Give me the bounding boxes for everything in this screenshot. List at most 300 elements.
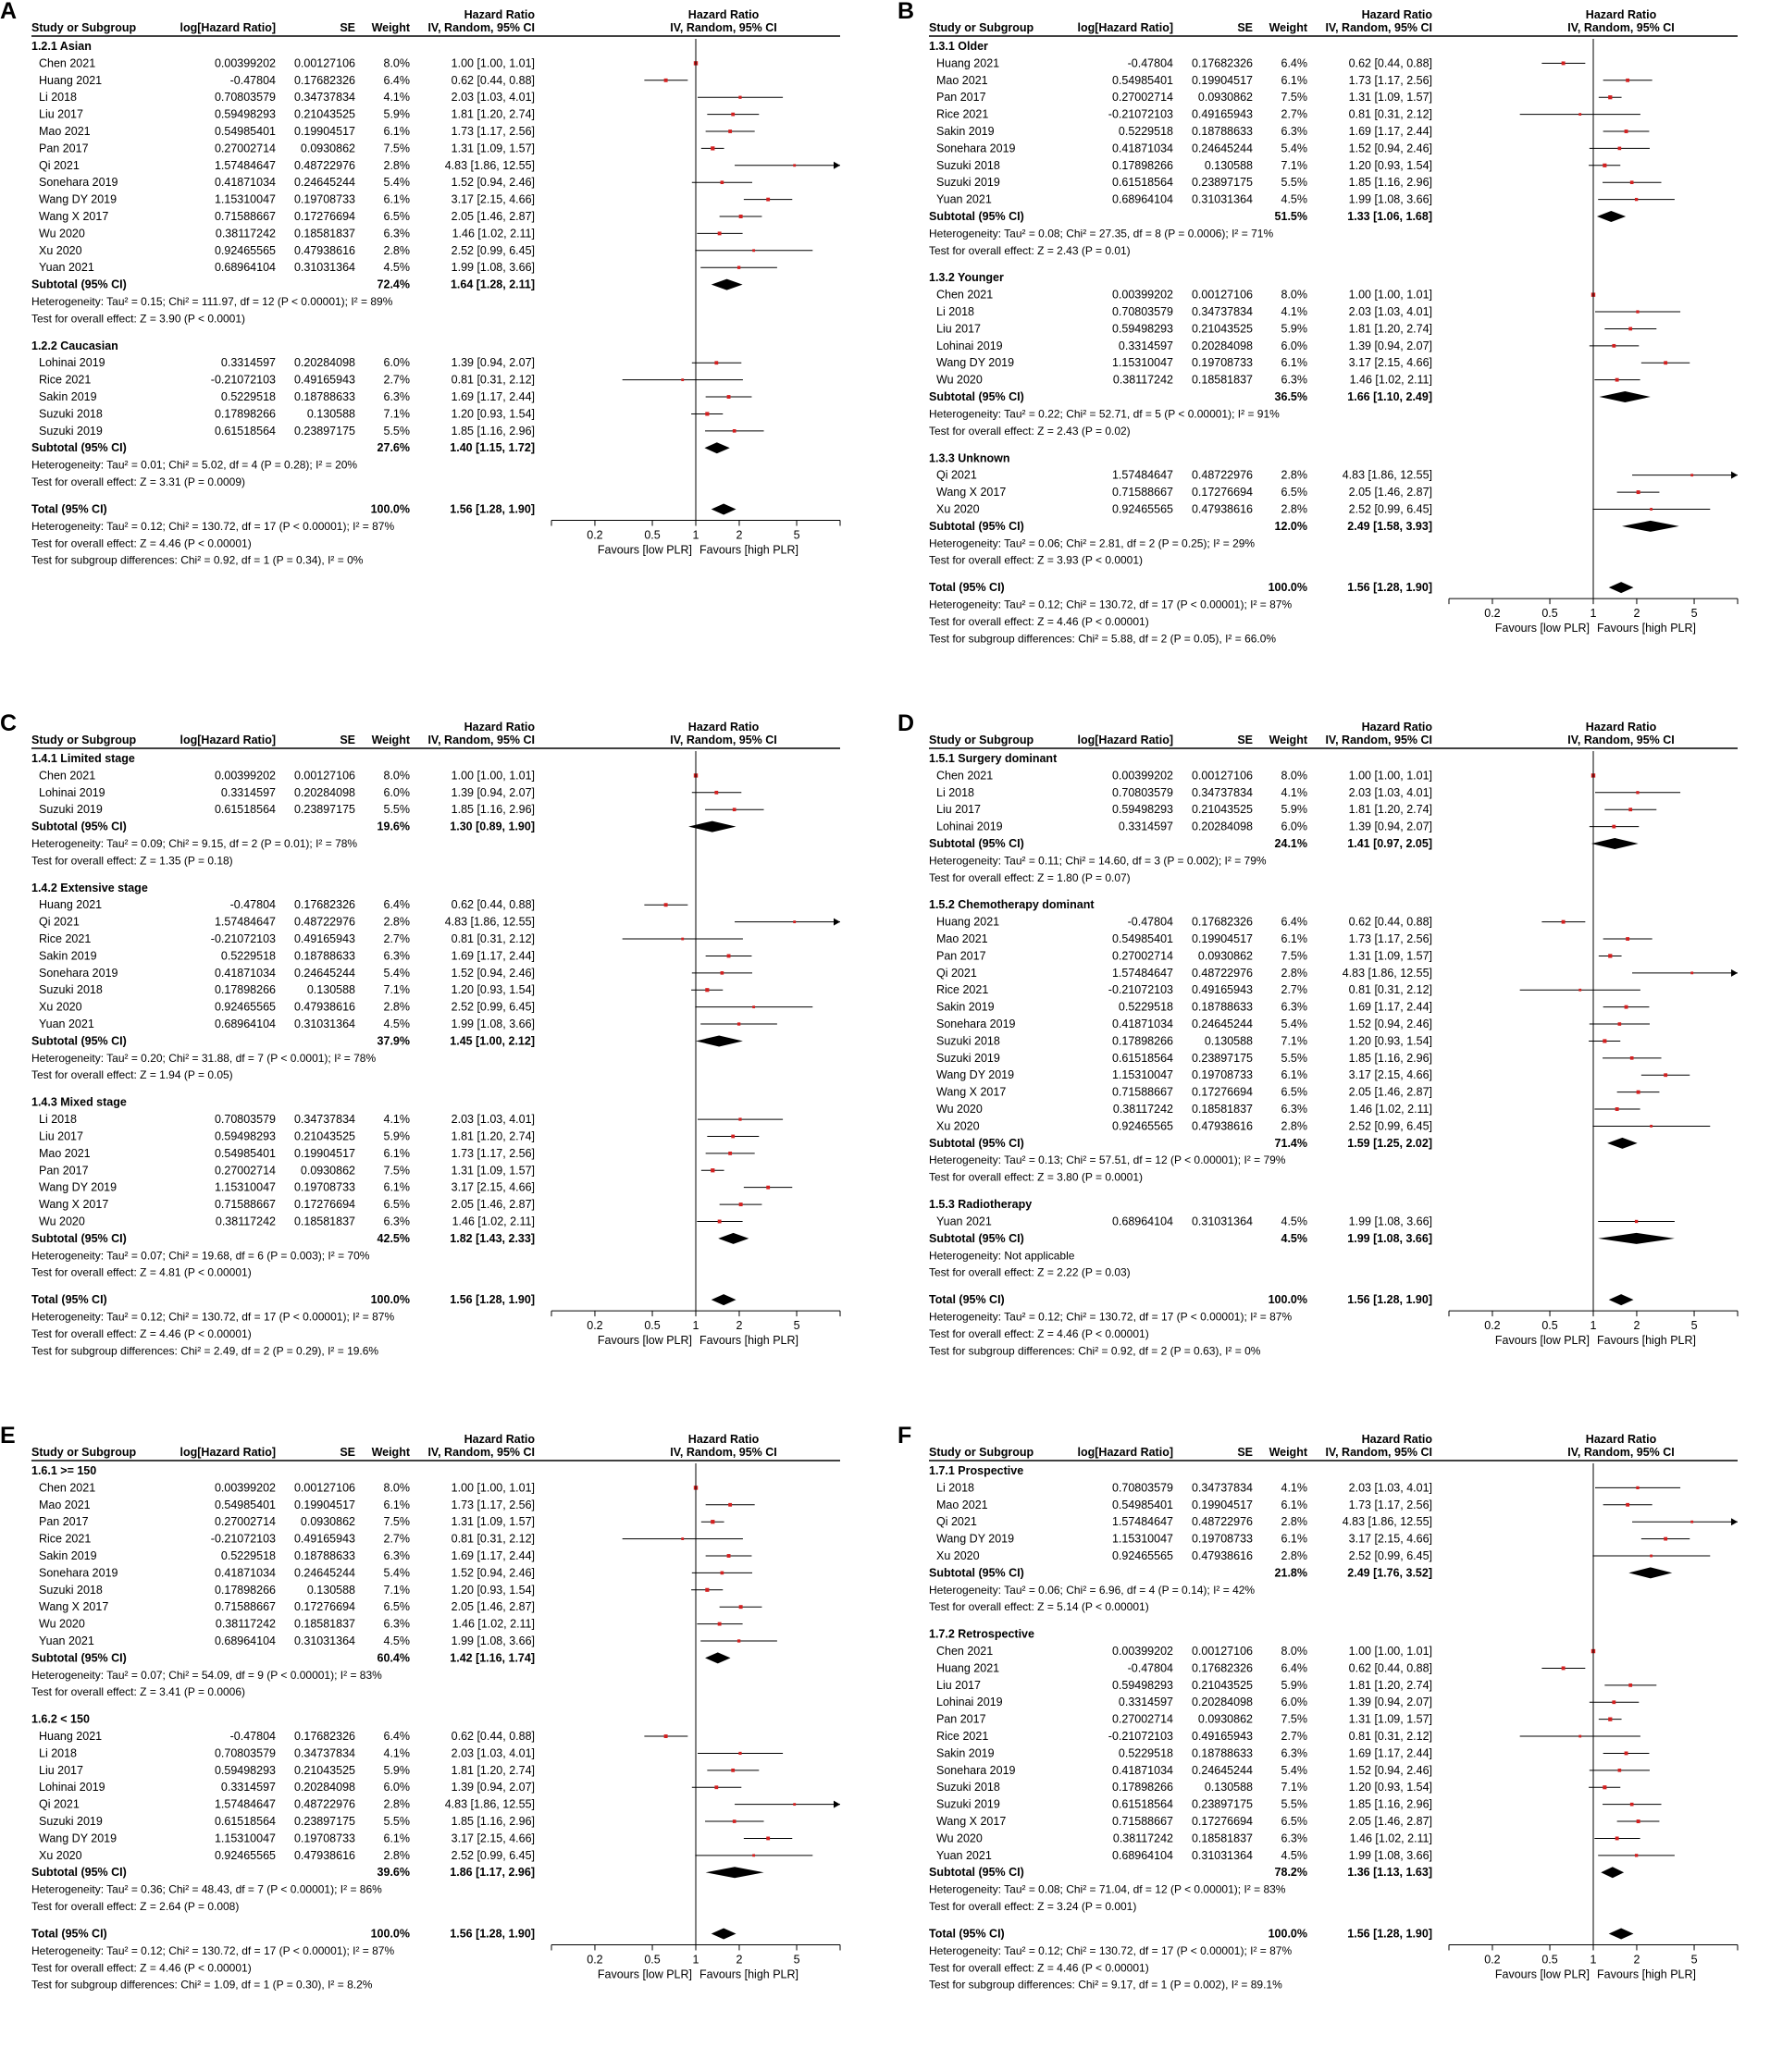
loghr-value: -0.21072103 (210, 373, 276, 387)
se-value: 0.20284098 (293, 1781, 355, 1794)
point-estimate (733, 1819, 736, 1823)
hr-ci-value: 1.00 [1.00, 1.01] (1348, 1645, 1432, 1659)
hr-ci-value: 1.46 [1.02, 2.11] (452, 1215, 535, 1228)
hr-ci-value: 1.00 [1.00, 1.01] (1348, 769, 1432, 783)
column-header-se: SE (1237, 1446, 1253, 1459)
total-heterogeneity: Heterogeneity: Tau² = 0.12; Chi² = 130.72, df = 17 (P < 0.00001); I² = 87% (31, 519, 395, 533)
subgroup-title: 1.5.2 Chemotherapy dominant (929, 898, 1095, 912)
study-name: Sakin 2019 (39, 1549, 97, 1562)
column-header-ci: IV, Random, 95% CI (1325, 1446, 1432, 1459)
column-header-ci: IV, Random, 95% CI (427, 734, 535, 746)
weight-value: 6.3% (383, 949, 410, 963)
loghr-value: 0.00399202 (1111, 1645, 1173, 1659)
study-name: Liu 2017 (936, 322, 981, 336)
subtotal-ci: 1.41 [0.97, 2.05] (1347, 837, 1432, 850)
total-weight: 100.0% (1268, 581, 1307, 595)
forest-plot (897, 1424, 1767, 2035)
weight-value: 5.5% (1281, 1051, 1307, 1065)
weight-value: 2.8% (383, 1000, 410, 1014)
heterogeneity-note: Test for overall effect: Z = 1.80 (P = 0.07) (929, 870, 1131, 884)
weight-value: 5.4% (383, 176, 410, 190)
weight-value: 2.8% (1281, 502, 1307, 516)
hr-ci-value: 1.52 [0.94, 2.46] (1348, 1018, 1432, 1031)
weight-value: 2.8% (1281, 966, 1307, 980)
se-value: 0.49165943 (1191, 1730, 1253, 1744)
weight-value: 2.8% (1281, 1515, 1307, 1529)
column-header-hr: Hazard Ratio (464, 721, 535, 734)
panel-label: E (0, 1423, 16, 1449)
study-name: Sonehara 2019 (39, 966, 118, 980)
column-header-study: Study or Subgroup (31, 1446, 137, 1459)
study-name: Suzuki 2019 (936, 1797, 1000, 1811)
se-value: 0.19708733 (1191, 356, 1253, 370)
hr-ci-value: 2.05 [1.46, 2.87] (1348, 1085, 1432, 1099)
subtotal-label: Subtotal (95% CI) (31, 1866, 127, 1880)
hr-ci-value: 1.00 [1.00, 1.01] (451, 56, 535, 70)
study-name: Rice 2021 (936, 983, 989, 997)
loghr-value: 0.70803579 (1111, 305, 1173, 319)
se-value: 0.24645244 (1191, 1763, 1253, 1777)
total-label: Total (95% CI) (31, 1293, 107, 1307)
panel-label: C (0, 710, 18, 736)
se-value: 0.0930862 (1197, 91, 1253, 105)
x-tick-label: 2 (736, 528, 743, 542)
subtotal-weight: 24.1% (1274, 837, 1307, 850)
point-estimate (1618, 1769, 1622, 1772)
hr-ci-value: 1.81 [1.20, 2.74] (451, 1129, 535, 1143)
point-estimate (752, 249, 755, 252)
point-estimate (766, 1837, 770, 1841)
se-value: 0.49165943 (293, 1532, 355, 1546)
se-value: 0.0930862 (300, 142, 355, 155)
subtotal-ci: 1.45 [1.00, 2.12] (450, 1034, 535, 1048)
weight-value: 6.5% (1281, 1085, 1307, 1099)
weight-value: 6.3% (1281, 1103, 1307, 1116)
point-estimate (727, 395, 731, 399)
subtotal-weight: 39.6% (377, 1866, 410, 1880)
hr-ci-value: 1.52 [0.94, 2.46] (451, 1566, 535, 1580)
x-tick-label: 5 (793, 1319, 800, 1333)
se-value: 0.34737834 (293, 1746, 355, 1760)
hr-ci-value: 1.69 [1.17, 2.44] (451, 1549, 535, 1562)
study-name: Wu 2020 (39, 1215, 85, 1228)
se-value: 0.130588 (1204, 1034, 1253, 1048)
loghr-value: -0.47804 (229, 1730, 276, 1744)
se-value: 0.48722976 (1191, 966, 1253, 980)
se-value: 0.31031364 (1191, 1215, 1253, 1228)
study-name: Huang 2021 (39, 898, 103, 912)
point-estimate (721, 180, 724, 184)
loghr-value: 0.61518564 (1111, 176, 1173, 190)
hr-ci-value: 1.46 [1.02, 2.11] (1349, 373, 1432, 387)
loghr-value: 0.5229518 (220, 949, 276, 963)
weight-value: 7.1% (1281, 1034, 1307, 1048)
total-heterogeneity: Heterogeneity: Tau² = 0.12; Chi² = 130.72, df = 17 (P < 0.00001); I² = 87% (929, 598, 1293, 611)
study-name: Pan 2017 (936, 949, 986, 963)
weight-value: 6.1% (1281, 1068, 1307, 1082)
study-name: Chen 2021 (936, 769, 994, 783)
study-name: Wang DY 2019 (39, 1180, 118, 1194)
weight-value: 6.1% (383, 1832, 410, 1845)
point-estimate (793, 920, 796, 923)
study-name: Rice 2021 (936, 1730, 989, 1744)
se-value: 0.23897175 (293, 803, 355, 817)
se-value: 0.17276694 (1191, 1085, 1253, 1099)
point-estimate (1603, 164, 1606, 167)
weight-value: 6.5% (383, 210, 410, 223)
point-estimate (718, 1622, 722, 1626)
hr-ci-value: 4.83 [1.86, 12.55] (1342, 468, 1432, 482)
weight-value: 6.3% (383, 227, 410, 240)
point-estimate (731, 1135, 735, 1139)
point-estimate (1630, 180, 1634, 184)
subtotal-ci: 1.42 [1.16, 1.74] (450, 1651, 535, 1665)
hr-ci-value: 4.83 [1.86, 12.55] (444, 1797, 535, 1811)
total-heterogeneity: Heterogeneity: Tau² = 0.12; Chi² = 130.72, df = 17 (P < 0.00001); I² = 87% (31, 1310, 395, 1324)
study-name: Liu 2017 (39, 107, 83, 121)
study-name: Suzuki 2018 (39, 407, 103, 421)
se-value: 0.19904517 (293, 125, 355, 138)
subtotal-diamond (718, 1233, 749, 1244)
point-estimate (1625, 130, 1628, 133)
study-name: Yuan 2021 (39, 1634, 94, 1647)
study-name: Mao 2021 (39, 125, 91, 138)
hr-ci-value: 1.73 [1.17, 2.56] (451, 1498, 535, 1511)
favours-right-label: Favours [high PLR] (1597, 1967, 1696, 1981)
point-estimate (733, 429, 736, 433)
hr-ci-value: 1.31 [1.09, 1.57] (1348, 949, 1432, 963)
weight-value: 4.5% (383, 1018, 410, 1031)
column-header-se: SE (1237, 21, 1253, 34)
se-value: 0.18581837 (1191, 1103, 1253, 1116)
weight-value: 5.4% (1281, 1763, 1307, 1777)
heterogeneity-note: Test for overall effect: Z = 4.81 (P < 0.00001) (31, 1265, 252, 1279)
se-value: 0.23897175 (293, 1815, 355, 1829)
point-estimate (733, 808, 736, 811)
heterogeneity-note: Test for overall effect: Z = 2.43 (P = 0.02) (929, 424, 1131, 438)
hr-ci-value: 1.31 [1.09, 1.57] (451, 1515, 535, 1529)
weight-value: 2.8% (1281, 1119, 1307, 1133)
point-estimate (1650, 1555, 1652, 1558)
hr-ci-value: 1.31 [1.09, 1.57] (451, 142, 535, 155)
point-estimate (1615, 1107, 1619, 1111)
hr-ci-value: 1.81 [1.20, 2.74] (451, 107, 535, 121)
study-name: Pan 2017 (39, 1164, 89, 1178)
hr-ci-value: 4.83 [1.86, 12.55] (1342, 966, 1432, 980)
se-value: 0.31031364 (1191, 1848, 1253, 1862)
weight-value: 6.5% (1281, 1815, 1307, 1829)
subtotal-label: Subtotal (95% CI) (929, 210, 1024, 223)
column-header-hr: Hazard Ratio (1361, 8, 1432, 21)
point-estimate (1690, 474, 1693, 476)
loghr-value: 0.3314597 (220, 785, 276, 799)
favours-left-label: Favours [low PLR] (1494, 622, 1590, 635)
point-estimate (1625, 1751, 1628, 1755)
se-value: 0.18788633 (293, 949, 355, 963)
weight-value: 5.5% (383, 424, 410, 438)
se-value: 0.21043525 (1191, 1678, 1253, 1692)
hr-ci-value: 2.52 [0.99, 6.45] (451, 1848, 535, 1862)
weight-value: 8.0% (1281, 1645, 1307, 1659)
heterogeneity-note: Heterogeneity: Tau² = 0.09; Chi² = 9.15, df = 2 (P = 0.01); I² = 78% (31, 837, 358, 850)
weight-value: 6.1% (383, 1146, 410, 1160)
weight-value: 6.3% (383, 390, 410, 404)
se-value: 0.130588 (1204, 1781, 1253, 1794)
study-name: Chen 2021 (936, 1645, 994, 1659)
total-overall-effect: Test for overall effect: Z = 4.46 (P < 0.00001) (929, 614, 1149, 628)
loghr-value: 0.27002714 (1111, 1712, 1173, 1726)
study-name: Xu 2020 (39, 1000, 82, 1014)
study-name: Wang DY 2019 (936, 356, 1015, 370)
point-estimate (721, 1572, 724, 1575)
se-value: 0.19708733 (293, 1832, 355, 1845)
hr-ci-value: 3.17 [2.15, 4.66] (451, 1180, 535, 1194)
point-estimate (1618, 147, 1622, 151)
weight-value: 7.1% (383, 983, 410, 997)
loghr-value: 0.70803579 (1111, 785, 1173, 799)
point-estimate (681, 1537, 684, 1540)
weight-value: 5.4% (383, 1566, 410, 1580)
x-tick-label: 0.2 (1484, 607, 1501, 621)
total-overall-effect: Test for overall effect: Z = 4.46 (P < 0.00001) (929, 1961, 1149, 1975)
weight-value: 4.5% (383, 261, 410, 275)
column-header-plot: Hazard Ratio (687, 721, 760, 734)
point-estimate (1612, 825, 1615, 829)
point-estimate (738, 96, 741, 99)
weight-value: 6.1% (1281, 932, 1307, 946)
loghr-value: 0.59498293 (214, 107, 276, 121)
point-estimate (1636, 791, 1639, 794)
loghr-value: 0.38117242 (215, 1215, 276, 1228)
study-name: Xu 2020 (936, 1549, 980, 1562)
point-estimate (705, 988, 709, 992)
study-name: Suzuki 2019 (936, 1051, 1000, 1065)
study-name: Wang DY 2019 (936, 1068, 1015, 1082)
study-name: Yuan 2021 (936, 1215, 992, 1228)
x-tick-label: 2 (1633, 607, 1640, 621)
subtotal-ci: 1.64 [1.28, 2.11] (450, 278, 535, 291)
se-value: 0.34737834 (1191, 305, 1253, 319)
loghr-value: 0.17898266 (1111, 158, 1173, 172)
forest-plot (897, 0, 1767, 703)
loghr-value: -0.47804 (1127, 915, 1173, 929)
study-name: Sonehara 2019 (39, 176, 118, 190)
subtotal-label: Subtotal (95% CI) (929, 1866, 1024, 1880)
point-estimate (752, 1005, 755, 1008)
weight-value: 2.8% (1281, 1549, 1307, 1562)
se-value: 0.34737834 (293, 1113, 355, 1127)
heterogeneity-note: Test for overall effect: Z = 3.31 (P = 0.0009) (31, 475, 246, 489)
total-label: Total (95% CI) (929, 1927, 1005, 1941)
loghr-value: 1.57484647 (214, 915, 276, 929)
hr-ci-value: 1.81 [1.20, 2.74] (451, 1763, 535, 1777)
total-diamond (1609, 582, 1634, 593)
se-value: 0.17682326 (1191, 1661, 1253, 1675)
weight-value: 8.0% (1281, 288, 1307, 302)
point-estimate (714, 791, 718, 795)
weight-value: 6.0% (383, 356, 410, 370)
hr-ci-value: 1.39 [0.94, 2.07] (451, 356, 535, 370)
study-name: Qi 2021 (39, 915, 80, 929)
se-value: 0.23897175 (1191, 1797, 1253, 1811)
subtotal-ci: 2.49 [1.76, 3.52] (1347, 1566, 1432, 1580)
point-estimate (728, 1503, 732, 1507)
weight-value: 6.1% (1281, 1532, 1307, 1546)
hr-ci-value: 1.00 [1.00, 1.01] (451, 769, 535, 783)
loghr-value: 0.70803579 (214, 91, 276, 105)
study-name: Sakin 2019 (936, 1746, 995, 1760)
weight-value: 2.7% (383, 373, 410, 387)
se-value: 0.19708733 (293, 1180, 355, 1194)
hr-ci-value: 1.85 [1.16, 2.96] (451, 803, 535, 817)
subtotal-diamond (1599, 391, 1650, 402)
se-value: 0.48722976 (293, 1797, 355, 1811)
panel-label: B (897, 0, 915, 24)
subtotal-weight: 36.5% (1274, 390, 1307, 404)
study-name: Suzuki 2018 (936, 1034, 1000, 1048)
subtotal-weight: 4.5% (1281, 1231, 1307, 1245)
study-name: Wang X 2017 (936, 1085, 1007, 1099)
study-name: Huang 2021 (936, 1661, 1000, 1675)
loghr-value: 0.17898266 (1111, 1034, 1173, 1048)
hr-ci-value: 1.52 [0.94, 2.46] (451, 176, 535, 190)
subtotal-label: Subtotal (95% CI) (929, 519, 1024, 533)
point-estimate (752, 1854, 755, 1856)
total-diamond (712, 1928, 736, 1939)
hr-ci-value: 2.03 [1.03, 4.01] (1348, 785, 1432, 799)
point-estimate (718, 231, 722, 235)
heterogeneity-note: Test for overall effect: Z = 3.80 (P = 0.0001) (929, 1170, 1144, 1184)
se-value: 0.19708733 (1191, 1532, 1253, 1546)
column-header-plot-ci: IV, Random, 95% CI (1567, 1446, 1675, 1459)
se-value: 0.00127106 (1191, 288, 1253, 302)
weight-value: 7.5% (1281, 1712, 1307, 1726)
point-estimate (766, 1186, 770, 1190)
hr-ci-value: 1.46 [1.02, 2.11] (1349, 1103, 1432, 1116)
subtotal-diamond (1591, 838, 1639, 849)
se-value: 0.18581837 (293, 227, 355, 240)
weight-value: 6.0% (383, 785, 410, 799)
column-header-plot-ci: IV, Random, 95% CI (670, 21, 777, 34)
column-header-plot: Hazard Ratio (1585, 8, 1657, 21)
column-header-loghr: log[Hazard Ratio] (1077, 734, 1173, 746)
column-header-se: SE (340, 1446, 355, 1459)
x-tick-label: 0.5 (644, 1319, 661, 1333)
hr-ci-value: 1.73 [1.17, 2.56] (451, 1146, 535, 1160)
study-name: Li 2018 (39, 1113, 78, 1127)
hr-ci-value: 1.99 [1.08, 3.66] (1348, 1215, 1432, 1228)
forest-plot-panel-d (897, 712, 1767, 1360)
total-overall-effect: Test for overall effect: Z = 4.46 (P < 0.00001) (31, 536, 252, 550)
loghr-value: 0.38117242 (1112, 1103, 1173, 1116)
study-name: Qi 2021 (936, 468, 977, 482)
weight-value: 4.1% (383, 91, 410, 105)
favours-right-label: Favours [high PLR] (1597, 1334, 1696, 1348)
se-value: 0.34737834 (1191, 785, 1253, 799)
x-tick-label: 0.2 (1484, 1319, 1501, 1333)
hr-ci-value: 3.17 [2.15, 4.66] (451, 1832, 535, 1845)
point-estimate (681, 378, 684, 381)
weight-value: 8.0% (1281, 769, 1307, 783)
loghr-value: 0.59498293 (214, 1763, 276, 1777)
loghr-value: 0.68964104 (1111, 192, 1173, 206)
se-value: 0.18581837 (1191, 373, 1253, 387)
study-name: Mao 2021 (39, 1498, 91, 1511)
x-tick-label: 0.5 (1541, 1953, 1558, 1967)
heterogeneity-note: Heterogeneity: Tau² = 0.20; Chi² = 31.88, df = 7 (P < 0.0001); I² = 78% (31, 1051, 377, 1065)
loghr-value: 0.00399202 (214, 769, 276, 783)
hr-ci-value: 1.73 [1.17, 2.56] (1348, 73, 1432, 87)
weight-value: 5.5% (1281, 1797, 1307, 1811)
weight-value: 6.1% (383, 125, 410, 138)
hr-ci-value: 1.85 [1.16, 2.96] (451, 424, 535, 438)
subgroup-title: 1.4.3 Mixed stage (31, 1095, 127, 1109)
hr-ci-value: 1.20 [0.93, 1.54] (451, 1583, 535, 1597)
loghr-value: -0.21072103 (210, 1532, 276, 1546)
loghr-value: 0.27002714 (1111, 91, 1173, 105)
column-header-se: SE (340, 734, 355, 746)
weight-value: 6.0% (1281, 1696, 1307, 1709)
subgroup-title: 1.7.2 Retrospective (929, 1627, 1034, 1641)
hr-ci-value: 1.39 [0.94, 2.07] (1348, 820, 1432, 833)
study-name: Mao 2021 (936, 932, 988, 946)
weight-value: 5.4% (383, 966, 410, 980)
study-name: Wu 2020 (936, 1103, 983, 1116)
se-value: 0.24645244 (293, 1566, 355, 1580)
x-tick-label: 0.5 (644, 528, 661, 542)
study-name: Chen 2021 (936, 288, 994, 302)
subtotal-diamond (696, 1035, 743, 1046)
subtotal-ci: 1.40 [1.15, 1.72] (450, 441, 535, 455)
weight-value: 6.5% (383, 1198, 410, 1212)
x-tick-label: 0.5 (1541, 1319, 1558, 1333)
se-value: 0.48722976 (1191, 1515, 1253, 1529)
study-name: Li 2018 (936, 785, 975, 799)
hr-ci-value: 3.17 [2.15, 4.66] (1348, 356, 1432, 370)
hr-ci-value: 1.99 [1.08, 3.66] (1348, 1848, 1432, 1862)
point-estimate (1636, 310, 1639, 313)
loghr-value: 0.54985401 (1111, 73, 1173, 87)
subtotal-diamond (1622, 521, 1679, 532)
heterogeneity-note: Test for overall effect: Z = 1.35 (P = 0.18) (31, 854, 233, 868)
loghr-value: 0.92465565 (1111, 1549, 1173, 1562)
weight-value: 5.4% (1281, 142, 1307, 155)
column-header-ci: IV, Random, 95% CI (1325, 21, 1432, 34)
favours-left-label: Favours [low PLR] (597, 543, 692, 557)
point-estimate (1562, 1666, 1566, 1670)
point-estimate (1625, 1005, 1628, 1009)
hr-ci-value: 1.20 [0.93, 1.54] (451, 407, 535, 421)
weight-value: 6.3% (383, 1617, 410, 1631)
subgroup-title: 1.6.2 < 150 (31, 1712, 90, 1726)
loghr-value: 0.59498293 (214, 1129, 276, 1143)
point-estimate (705, 1588, 709, 1592)
se-value: 0.18788633 (1191, 1000, 1253, 1014)
ci-arrow (1731, 472, 1738, 479)
study-name: Sonehara 2019 (936, 1763, 1016, 1777)
subtotal-weight: 78.2% (1274, 1866, 1307, 1880)
weight-value: 4.1% (383, 1746, 410, 1760)
loghr-value: 0.3314597 (1118, 1696, 1173, 1709)
column-header-loghr: log[Hazard Ratio] (179, 734, 276, 746)
heterogeneity-note: Heterogeneity: Tau² = 0.01; Chi² = 5.02, df = 4 (P = 0.28); I² = 20% (31, 458, 358, 472)
loghr-value: 0.71588667 (1111, 486, 1173, 500)
panel-label: F (897, 1423, 912, 1449)
se-value: 0.48722976 (293, 915, 355, 929)
weight-value: 2.8% (1281, 468, 1307, 482)
subgroup-title: 1.3.3 Unknown (929, 451, 1010, 465)
ci-arrow (834, 162, 840, 169)
